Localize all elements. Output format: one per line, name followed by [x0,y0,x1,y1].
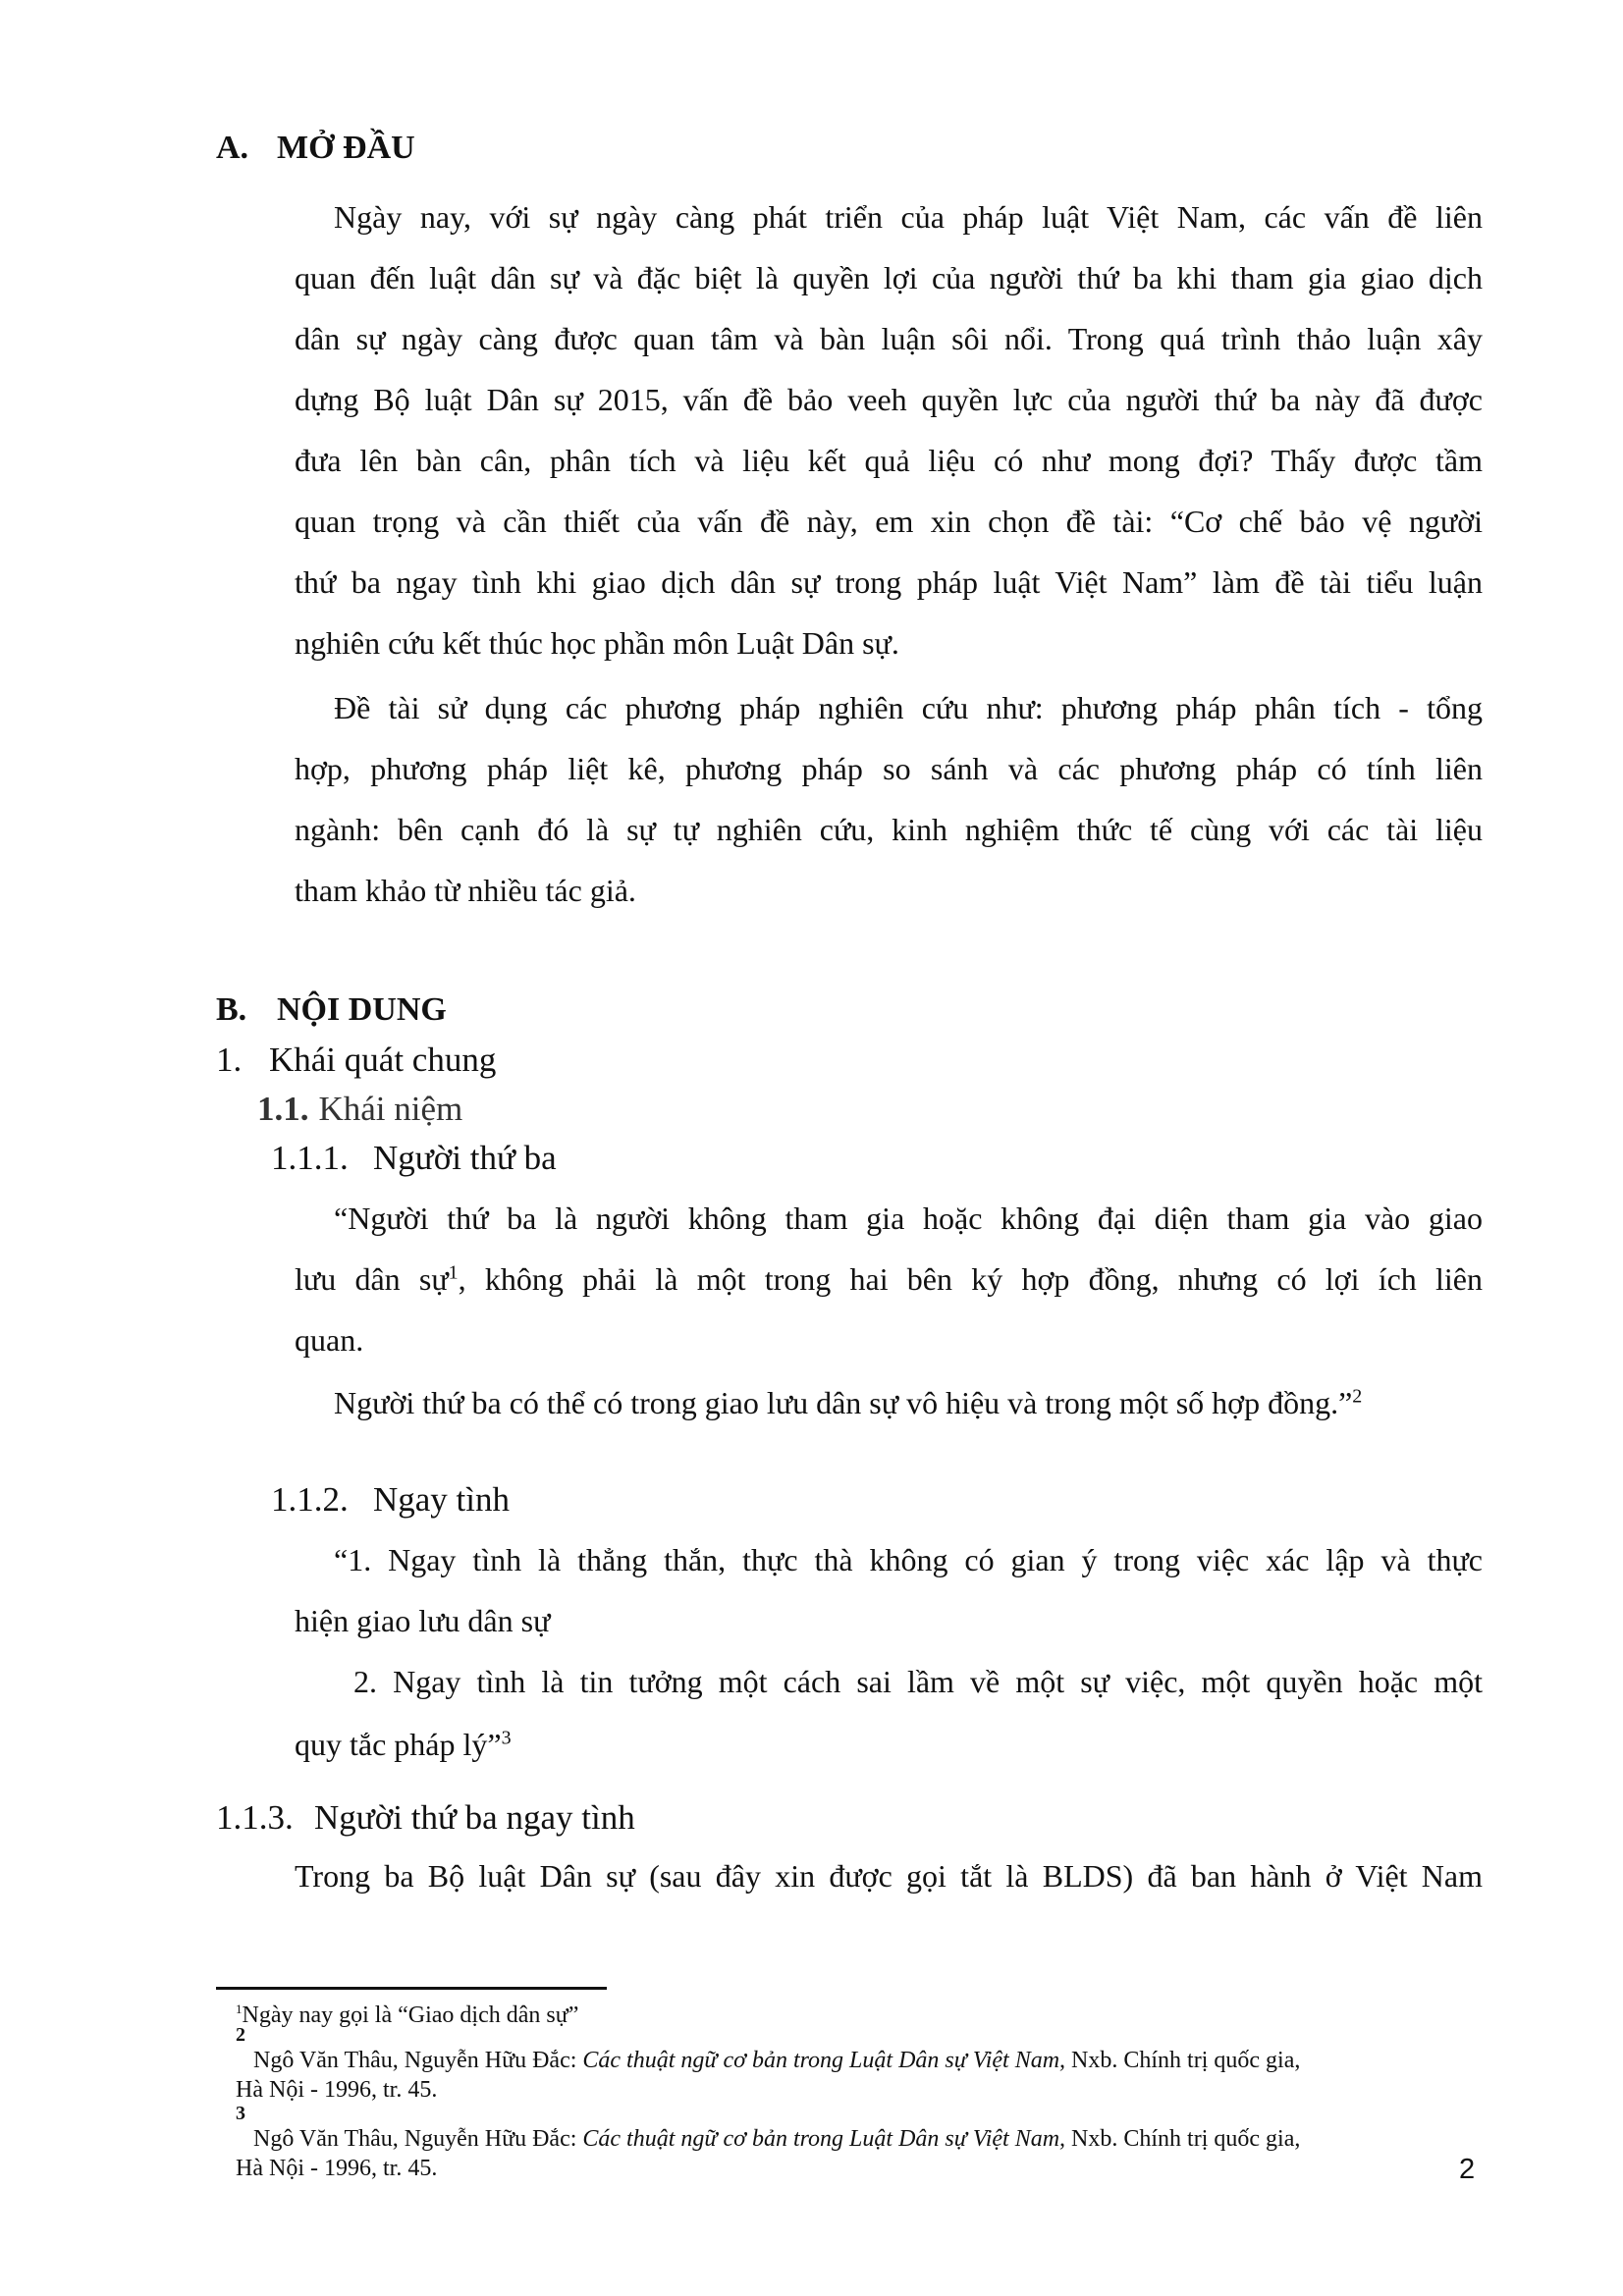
heading-1-1-1-title: Người thứ ba [373,1139,557,1177]
heading-1-1-3-number: 1.1.3. [216,1798,294,1837]
heading-1-1-1-number: 1.1.1. [271,1139,349,1177]
section-a-p1-line-6: quan trọng và cần thiết của vấn đề này, em xin chọn đề tài: “Cơ chế bảo vệ người [295,504,1483,539]
section-b-title: NỘI DUNG [277,991,447,1028]
heading-1-1-2 [271,1480,510,1520]
section-a-title: MỞ ĐẦU [277,130,415,166]
heading-1-title: Khái quát chung [269,1041,497,1079]
section-a-p1-line-2: quan đến luật dân sự và đặc biệt là quyền lợi của người thứ ba khi tham gia giao dịch [295,260,1483,295]
section-a-p1-line-1: Ngày nay, với sự ngày càng phát triển của pháp luật Việt Nam, các vấn đề liên [334,199,1483,235]
p112-line-4: quy tắc pháp lý”$^3$ [295,1727,512,1762]
footnote-1 [236,2001,578,2030]
page-number: 2 [1459,2154,1476,2185]
p112-line-2: hiện giao lưu dân sự [295,1603,551,1638]
section-a-letter: A. [216,130,249,166]
footnote-ref-2[interactable]: 2 [1352,1385,1363,1408]
section-a-p2-line-1: Đề tài sử dụng các phương pháp nghiên cứu như: phương pháp phân tích - tổng [334,690,1483,725]
section-b-letter: B. [216,991,247,1028]
heading-1-1-3 [216,1798,635,1838]
heading-1-1-2-title: Ngay tình [373,1480,511,1519]
section-a-p1-line-7: thứ ba ngay tình khi giao dịch dân sự trong pháp luật Việt Nam” làm đề tài tiểu luận [295,564,1483,600]
section-a-p1-line-4: dựng Bộ luật Dân sự 2015, vấn đề bảo veeh quyền lực của người thứ ba này đã được [295,382,1483,417]
footnote-3-mark: 3 [236,2103,245,2124]
section-a-p2-line-2: hợp, phương pháp liệt kê, phương pháp so sánh và các phương pháp có tính liên [295,751,1483,786]
heading-1-1-number: 1.1. [257,1090,309,1128]
section-a-heading [216,130,415,167]
section-a-p2-line-4: tham khảo từ nhiều tác giả. [295,873,636,908]
footnote-ref-1[interactable]: 1 [448,1261,459,1284]
heading-1-1 [257,1090,462,1129]
heading-1-number: 1. [216,1041,243,1079]
p111-line-4: Người thứ ba có thể có trong giao lưu dân sự vô hiệu và trong một số hợp đồng.”$^2$ [334,1385,1363,1420]
section-a-p2-line-3: ngành: bên cạnh đó là sự tự nghiên cứu, kinh nghiệm thức tế cùng với các tài liệu [295,812,1483,847]
section-a-p1-line-3: dân sự ngày càng được quan tâm và bàn luận sôi nổi. Trong quá trình thảo luận xây [295,321,1483,356]
footnote-2-line-2: Hà Nội - 1996, tr. 45. [236,2077,438,2103]
section-b-heading [216,991,447,1029]
p112-line-1: “1. Ngay tình là thẳng thắn, thực thà không có gian ý trong việc xác lập và thực [334,1542,1483,1577]
section-a-p1-line-8: nghiên cứu kết thúc học phần môn Luật Dân sự. [295,625,899,661]
heading-1-1-3-title: Người thứ ba ngay tình [314,1798,635,1837]
section-a-p1-line-5: đưa lên bàn cân, phân tích và liệu kết quả liệu có như mong đợi? Thấy được tầm [295,443,1483,478]
footnote-1-text: Ngày nay gọi là “Giao dịch dân sự” [242,2002,579,2028]
p111-line-1: “Người thứ ba là người không tham gia hoặc không đại diện tham gia vào giao [334,1201,1483,1236]
p111-line-2: lưu dân sự$^1$, không phải là một trong hai bên ký hợp đồng, nhưng có lợi ích liên [295,1261,1484,1297]
p113-line-1: Trong ba Bộ luật Dân sự (sau đây xin được gọi tắt là BLDS) đã ban hành ở Việt Nam [295,1858,1483,1894]
heading-1-1-title: Khái niệm [318,1090,463,1128]
p111-line-3: quan. [295,1322,364,1358]
footnote-2-mark: 2 [236,2024,245,2046]
heading-1-1-1 [271,1139,557,1178]
p112-line-3: 2. Ngay tình là tin tưởng một cách sai lầm về một sự việc, một quyền hoặc một [353,1664,1483,1699]
footnote-2: Ngô Văn Thâu, Nguyễn Hữu Đắc: Các thuật ngữ cơ bản trong Luật Dân sự Việt Nam, Nxb. Chính trị quốc gia, [253,2048,1301,2073]
footnote-3-line-2: Hà Nội - 1996, tr. 45. [236,2156,438,2181]
footnote-3: Ngô Văn Thâu, Nguyễn Hữu Đắc: Các thuật ngữ cơ bản trong Luật Dân sự Việt Nam, Nxb. Chính trị quốc gia, [253,2126,1301,2152]
footnote-ref-3[interactable]: 3 [501,1727,512,1749]
heading-1 [216,1041,496,1080]
heading-1-1-2-number: 1.1.2. [271,1480,349,1519]
footnote-separator [216,1987,607,1990]
footnote-1-mark: 1 [236,2002,243,2016]
